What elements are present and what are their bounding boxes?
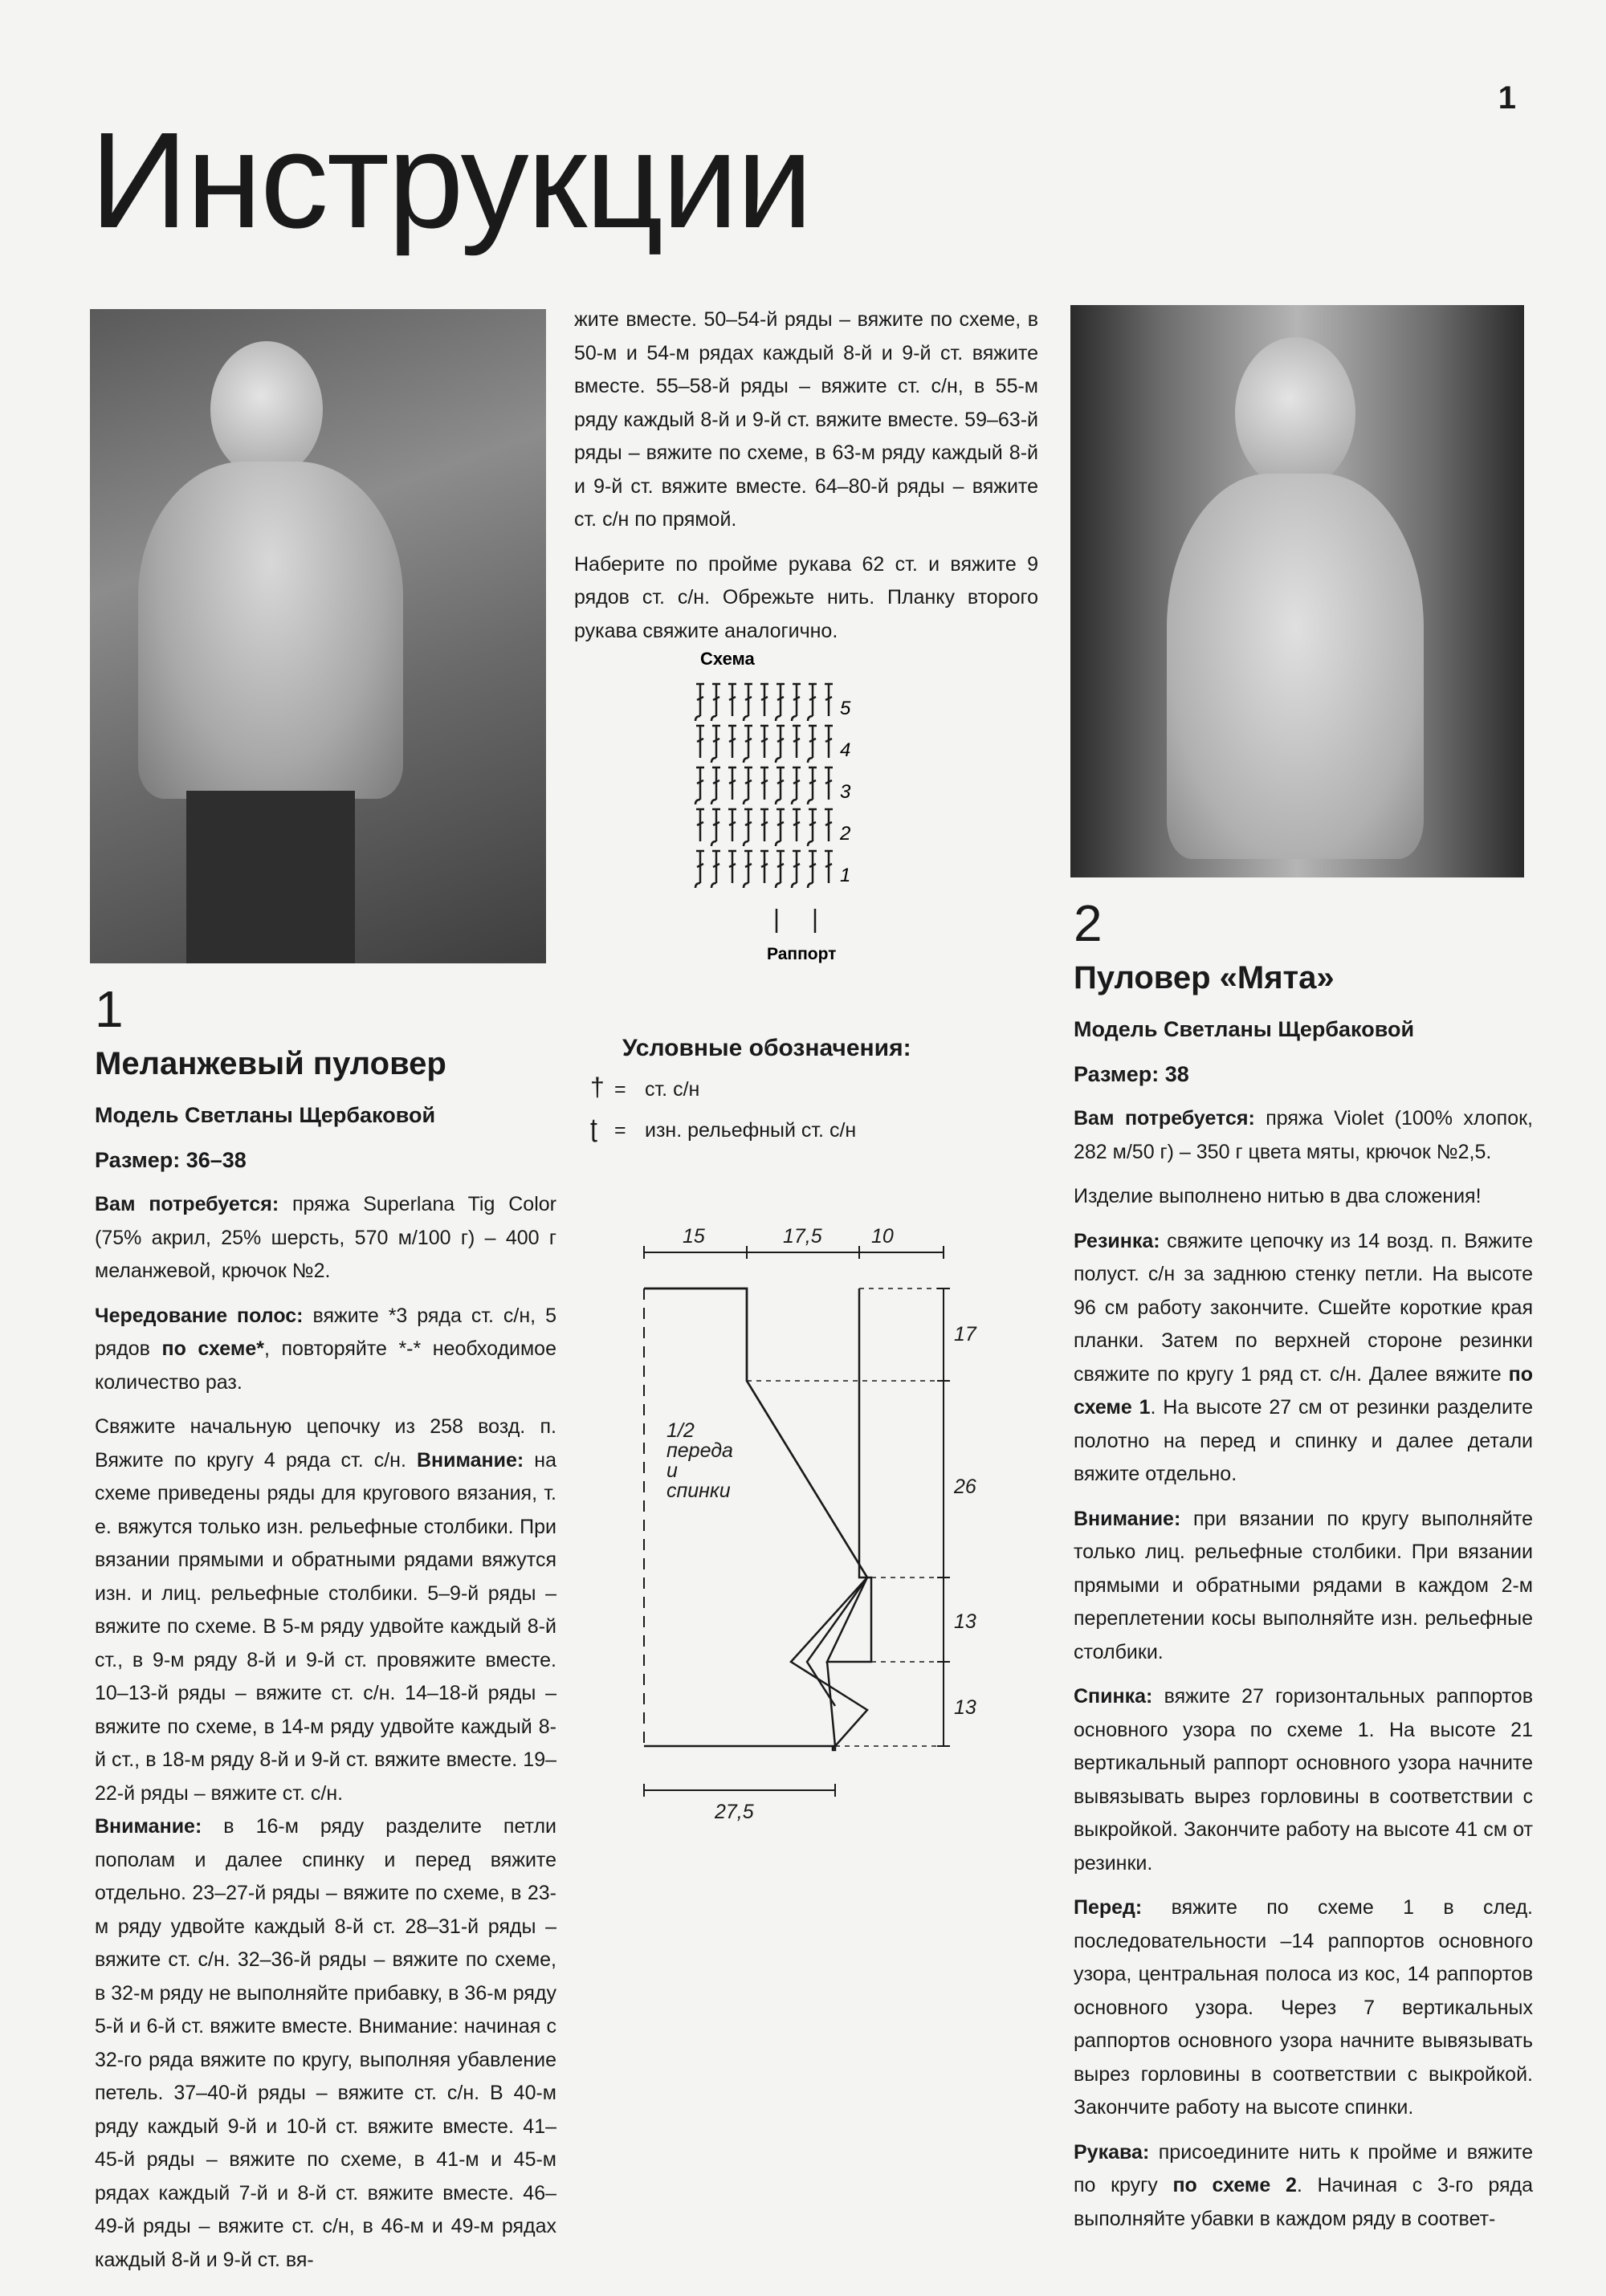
- photo-figure-head: [1235, 337, 1355, 490]
- pattern-shape: [644, 1288, 871, 1746]
- scheme-stitch: [711, 767, 720, 804]
- scheme-stitch: [695, 684, 704, 721]
- scheme-stitch: [728, 809, 736, 841]
- dim-top-3: 10: [871, 1225, 894, 1248]
- designer-2: Модель Светланы Щербаковой: [1074, 1017, 1415, 1041]
- scheme-row-labels: [839, 698, 851, 886]
- dim-top-2: 17,5: [783, 1225, 822, 1248]
- rib-2: Резинка: свяжите цепочку из 14 возд. п. Вяжите полуст. с/н за заднюю стенку петли. На высоте 96 см работу закончите. Сшейте короткие края планки. Затем по верхней стороне резинки свяжите по кругу 1 ряд ст. с/н. Далее вяжите по схеме 1. На высоте 27 см от резинки разделите полотно на перед и спинку и далее детали вяжите отдельно.: [1074, 1229, 1533, 1485]
- scheme-stitch: [744, 809, 752, 846]
- scheme-stitch: [744, 851, 752, 888]
- sleeves-2: Рукава: присоедините нить к пройме и вяжите по кругу по схеме 2. Начиная с 3-го ряда выполняйте убавки в каждом ряду в соответ-: [1074, 2140, 1533, 2230]
- scheme-stitch: [825, 851, 833, 883]
- scheme-stitch: [695, 767, 704, 804]
- scheme-stitch: [760, 851, 768, 883]
- scheme-stitch: [808, 851, 817, 888]
- dim-side-4: 13: [954, 1696, 976, 1719]
- scheme-stitch: [711, 851, 720, 888]
- designer-1: Модель Светланы Щербаковой: [95, 1103, 436, 1127]
- dim-side-3: 13: [954, 1610, 976, 1633]
- materials-2: Вам потребуется: пряжа Violet (100% хлопок, 282 м/50 г) – 350 г цвета мяты, крючок №2,5.: [1074, 1107, 1533, 1163]
- page-number: 1: [1498, 80, 1516, 116]
- section-number-2: 2: [1074, 894, 1103, 952]
- scheme-stitch: [696, 726, 704, 758]
- photo-model-1: [90, 309, 546, 963]
- scheme-stitch: [808, 809, 817, 846]
- page-title: Инструкции: [90, 104, 812, 257]
- pattern-label-4: спинки: [666, 1480, 731, 1502]
- dim-side-2: 26: [954, 1476, 976, 1498]
- scheme-stitch: [760, 684, 768, 716]
- scheme-stitch: [808, 684, 817, 721]
- scheme-stitch: [711, 726, 720, 763]
- photo-figure-legs: [186, 791, 355, 963]
- instructions-1a: Свяжите начальную цепочку из 258 возд. п. Вяжите по кругу 4 ряда ст. с/н. Внимание: на схеме приведены ряды для кругового вязания, т. е. вяжутся только изн. рельефные столбики. При вязании прямыми и обратными рядами вяжутся изн. и лиц. рельефные столбики. 5–9-й ряды – вяжите по схеме. В 5-м ряду удвойте каждый 8-й ст., в 9-м ряду 8-й и 9-й ст. провяжите вместе. 10–13-й ряды – вяжите ст. с/н. 14–18-й ряды – вяжите по схеме, в 14-м ряду удвойте каждый 8-й ст., в 18-м ряду 8-й и 9-й ст. вяжите вместе. 19–22-й ряды – вяжите ст. с/н. Внимание: в 16-м ряду разделите петли пополам и далее спинку и перед вяжите отдельно. 23–27-й ряды – вяжите по схеме, в 23-м ряду удвойте каждый 8-й ст. 28–31-й ряды – вяжите ст. с/н. 32–36-й ряды – вяжите по схеме, в 32-м ряду не выполняйте прибавку, в 36-м ряду 5-й и 6-й ст. вяжите вместе. Внимание: начиная с 32-го ряда вяжите по кругу, выполняя убавление петель. 37–40-й ряды – вяжите ст. с/н. В 40-м ряду каждый 9-й и 10-й ст. вяжите вместе. 41–45-й ряды – вяжите по схеме, в 41-м и 45-м рядах каждый 7-й и 8-й ст. вяжите вместе. 46–49-й ряды – вяжите ст. с/н, в 46-м и 49-м рядах каждый 8-й и 9-й ст. вя-: [95, 1415, 556, 2271]
- scheme-title: Схема: [700, 650, 755, 669]
- scheme-stitch: [792, 767, 801, 804]
- materials-1: Вам потребуется: пряжа Superlana Tig Color (75% акрил, 25% шерсть, 570 м/100 г) – 400 г меланжевой, крючок №2.: [95, 1193, 556, 1282]
- scheme-stitch: [744, 726, 752, 763]
- scheme-row-label: 2: [840, 823, 851, 845]
- scheme-stitch: [695, 851, 704, 888]
- photo-figure-head: [210, 341, 323, 478]
- legend-item-dc: † = ст. с/н: [590, 1073, 700, 1101]
- scheme-stitch: [776, 684, 785, 721]
- scheme-stitch: [825, 684, 833, 716]
- dim-top-1: 15: [683, 1225, 705, 1248]
- pattern-outline: [644, 1288, 867, 1750]
- scheme-row-label: 4: [840, 739, 851, 761]
- scheme-stitch: [793, 726, 801, 758]
- scheme-stitch: [776, 851, 785, 888]
- scheme-stitch: [776, 809, 785, 846]
- scheme-row-label: 1: [840, 865, 851, 886]
- size-2: Размер: 38: [1074, 1061, 1189, 1086]
- column-right: [1074, 894, 1533, 2247]
- photo-figure-body: [1167, 474, 1424, 859]
- scheme-stitch: [744, 684, 752, 721]
- scheme-row-label: 3: [840, 781, 851, 803]
- legend-title: Условные обозначения:: [622, 1035, 911, 1061]
- scheme-stitch: [825, 726, 833, 758]
- legend-item-relief: ʈ = изн. рельефный ст. с/н: [590, 1113, 857, 1142]
- photo-figure-body: [138, 462, 403, 799]
- scheme-row-label: 5: [840, 698, 851, 719]
- instructions-1b: жите вместе. 50–54-й ряды – вяжите по схеме, в 50-м и 54-м рядах каждый 8-й и 9-й ст. вяжите вместе. 55–58-й ряды – вяжите ст. с/н, в 55-м ряду каждый 8-й и 9-й ст. вяжите вместе. 59–63-й ряды – вяжите по схеме, в 63-м ряду каждый 8-й и 9-й ст. вяжите вместе. 64–80-й ряды – вяжите ст. с/н по прямой.: [574, 308, 1038, 531]
- scheme-stitch: [728, 851, 736, 883]
- scheme-stitch: [776, 767, 785, 804]
- scheme-stitch: [825, 767, 833, 800]
- legend: [590, 1029, 927, 1150]
- scheme-stitch: [744, 767, 752, 804]
- scheme-stitch: [793, 809, 801, 841]
- pattern-label-1: 1/2: [666, 1419, 695, 1442]
- scheme-stitch: [792, 684, 801, 721]
- scheme-stitch: [760, 767, 768, 800]
- pattern-label-2: переда: [666, 1439, 733, 1462]
- scheme-stitch: [808, 767, 817, 804]
- scheme-stitch: [792, 851, 801, 888]
- instructions-1c: Наберите по пройме рукава 62 ст. и вяжите 9 рядов ст. с/н. Обрежьте нить. Планку второго рукава свяжите аналогично.: [574, 552, 1038, 642]
- scheme-grid: [695, 684, 833, 888]
- dim-side-1: 17: [954, 1323, 976, 1345]
- scheme-stitch: [776, 726, 785, 763]
- back-2: Спинка: вяжите 27 горизонтальных раппортов основного узора по схеме 1. На высоте 21 вертикальный раппорт основного узора начните вывязывать вырез горловины в соответствии с выкройкой. Закончите работу на высоте 41 см от резинки.: [1074, 1685, 1533, 1875]
- note-2: Изделие выполнено нитью в два сложения!: [1074, 1185, 1482, 1207]
- attention-2: Внимание: при вязании по кругу выполняйте только лиц. рельефные столбики. При вязании прямыми и обратными рядами в каждом 2-м переплетении косы выполняйте изн. рельефные столбики.: [1074, 1507, 1533, 1663]
- photo-model-2: [1070, 305, 1524, 877]
- column-middle: [574, 303, 1038, 659]
- section-number-1: 1: [95, 980, 124, 1038]
- pattern-diagram: [626, 1212, 1044, 1830]
- column-left: [95, 980, 556, 2288]
- scheme-stitch: [711, 684, 720, 721]
- stripes-1: Чередование полос: вяжите *3 ряда ст. с/н, 5 рядов по схеме*, повторяйте *-* необходимое количество раз.: [95, 1304, 556, 1394]
- scheme-stitch: [728, 767, 736, 800]
- dim-bottom: 27,5: [715, 1801, 754, 1823]
- scheme-stitch: [825, 809, 833, 841]
- scheme-stitch: [711, 809, 720, 846]
- scheme-stitch: [760, 809, 768, 841]
- front-2: Перед: вяжите по схеме 1 в след. последовательности –14 раппортов основного узора, центральная полоса из кос, 14 раппортов основного узора. Через 7 вертикальных раппортов основного узора начните вывязывать вырез горловины в соответствии с выкройкой. Закончите работу на высоте спинки.: [1074, 1896, 1533, 2119]
- scheme-stitch: [808, 726, 817, 763]
- scheme-stitch: [760, 726, 768, 758]
- pattern-label-3: и: [666, 1459, 678, 1482]
- section-title-1: Меланжевый пуловер: [95, 1046, 446, 1081]
- scheme-stitch: [728, 684, 736, 716]
- scheme-stitch: [728, 726, 736, 758]
- size-1: Размер: 36–38: [95, 1147, 247, 1172]
- stitch-scheme: [691, 650, 883, 971]
- scheme-stitch: [696, 809, 704, 841]
- section-title-2: Пуловер «Мята»: [1074, 960, 1335, 995]
- repeat-label: Раппорт: [767, 945, 837, 963]
